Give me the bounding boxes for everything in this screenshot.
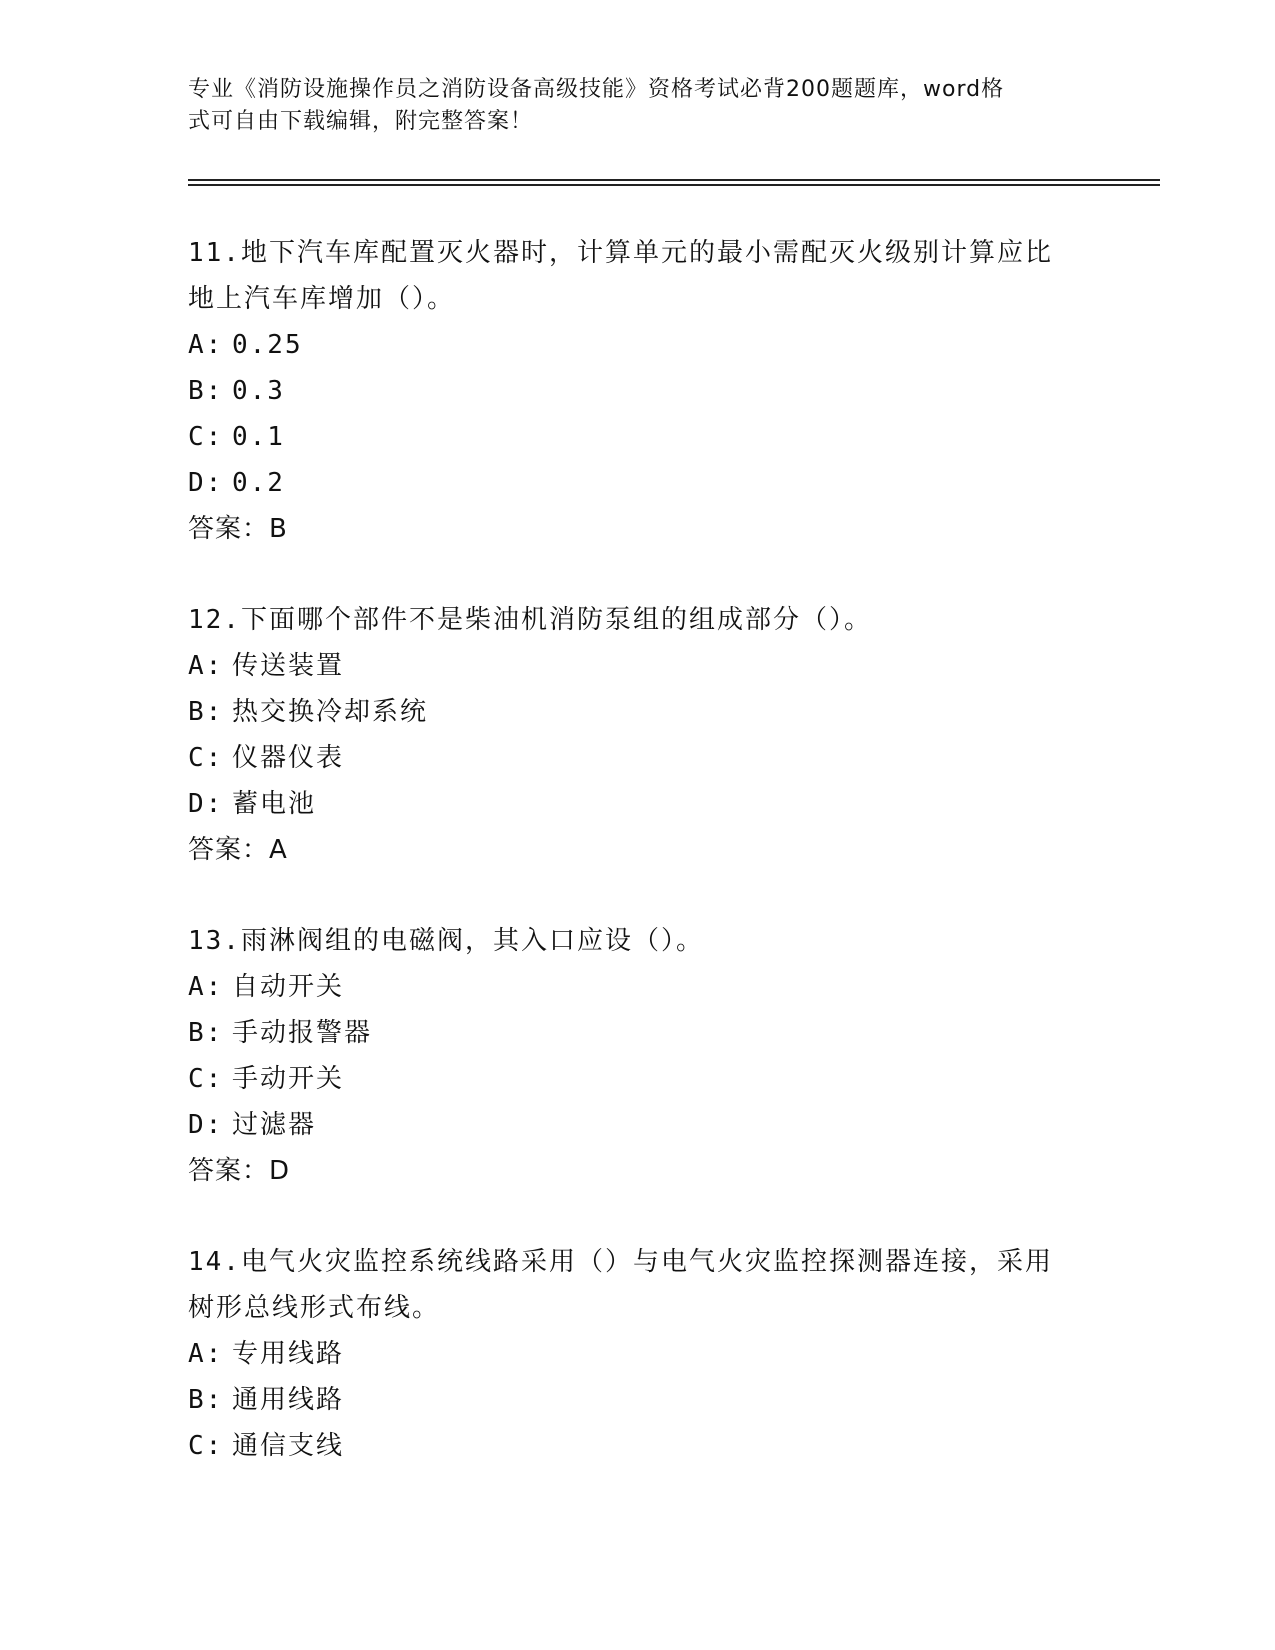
- option-letter: A:: [188, 651, 224, 681]
- option-text: 蓄电池: [232, 789, 317, 819]
- answer: 答案：D: [188, 1156, 291, 1186]
- option-text: 0.2: [232, 468, 285, 498]
- header-line-2: 式可自由下载编辑，附完整答案！: [188, 109, 534, 134]
- answer: 答案：B: [188, 514, 288, 544]
- option-letter: C:: [188, 1064, 224, 1094]
- option-c: [188, 414, 1088, 460]
- question-12: [188, 597, 1088, 873]
- option-a: [188, 964, 1088, 1010]
- option-text: 仪器仪表: [232, 743, 345, 773]
- question-list: [188, 230, 1088, 1514]
- option-text: 传送装置: [232, 651, 345, 681]
- question-stem-line: 12.下面哪个部件不是柴油机消防泵组的组成部分（）。: [188, 605, 872, 635]
- question-stem-line: 14.电气火灾监控系统线路采用（）与电气火灾监控探测器连接，采用: [188, 1247, 1053, 1277]
- option-letter: C:: [188, 1431, 224, 1461]
- question-stem-line: 11.地下汽车库配置灭火器时，计算单元的最小需配灭火级别计算应比: [188, 238, 1053, 268]
- option-c: [188, 1056, 1088, 1102]
- option-letter: D:: [188, 1110, 224, 1140]
- option-a: [188, 643, 1088, 689]
- option-text: 热交换冷却系统: [232, 697, 429, 727]
- option-d: [188, 781, 1088, 827]
- question-13: [188, 918, 1088, 1194]
- option-d: [188, 1102, 1088, 1148]
- header-line-1: 专业《消防设施操作员之消防设备高级技能》资格考试必背200题题库，word格: [188, 77, 1005, 102]
- option-text: 手动报警器: [232, 1018, 373, 1048]
- option-b: [188, 1377, 1088, 1423]
- option-letter: A:: [188, 1339, 224, 1369]
- answer: 答案：A: [188, 835, 288, 865]
- option-text: 手动开关: [232, 1064, 345, 1094]
- option-text: 过滤器: [232, 1110, 317, 1140]
- option-b: [188, 368, 1088, 414]
- question-11: [188, 230, 1088, 552]
- option-text: 通信支线: [232, 1431, 345, 1461]
- option-letter: A:: [188, 972, 224, 1002]
- option-letter: A:: [188, 330, 224, 360]
- option-text: 0.1: [232, 422, 285, 452]
- option-letter: D:: [188, 789, 224, 819]
- option-text: 通用线路: [232, 1385, 345, 1415]
- header-rule-bottom: [188, 184, 1160, 186]
- option-text: 专用线路: [232, 1339, 345, 1369]
- option-b: [188, 689, 1088, 735]
- question-stem-line: 树形总线形式布线。: [188, 1293, 441, 1323]
- question-stem-line: 13.雨淋阀组的电磁阀，其入口应设（）。: [188, 926, 704, 956]
- option-a: [188, 322, 1088, 368]
- option-text: 0.3: [232, 376, 285, 406]
- header-rule-top: [188, 179, 1160, 181]
- option-text: 自动开关: [232, 972, 345, 1002]
- document-header: [188, 74, 1068, 138]
- option-letter: B:: [188, 697, 224, 727]
- option-c: [188, 1423, 1088, 1469]
- option-b: [188, 1010, 1088, 1056]
- option-text: 0.25: [232, 330, 303, 360]
- option-a: [188, 1331, 1088, 1377]
- option-letter: B:: [188, 1385, 224, 1415]
- option-letter: D:: [188, 468, 224, 498]
- option-c: [188, 735, 1088, 781]
- question-stem-line: 地上汽车库增加（）。: [188, 284, 456, 314]
- option-letter: B:: [188, 376, 224, 406]
- option-letter: C:: [188, 743, 224, 773]
- option-letter: B:: [188, 1018, 224, 1048]
- question-14: [188, 1239, 1088, 1469]
- option-letter: C:: [188, 422, 224, 452]
- option-d: [188, 460, 1088, 506]
